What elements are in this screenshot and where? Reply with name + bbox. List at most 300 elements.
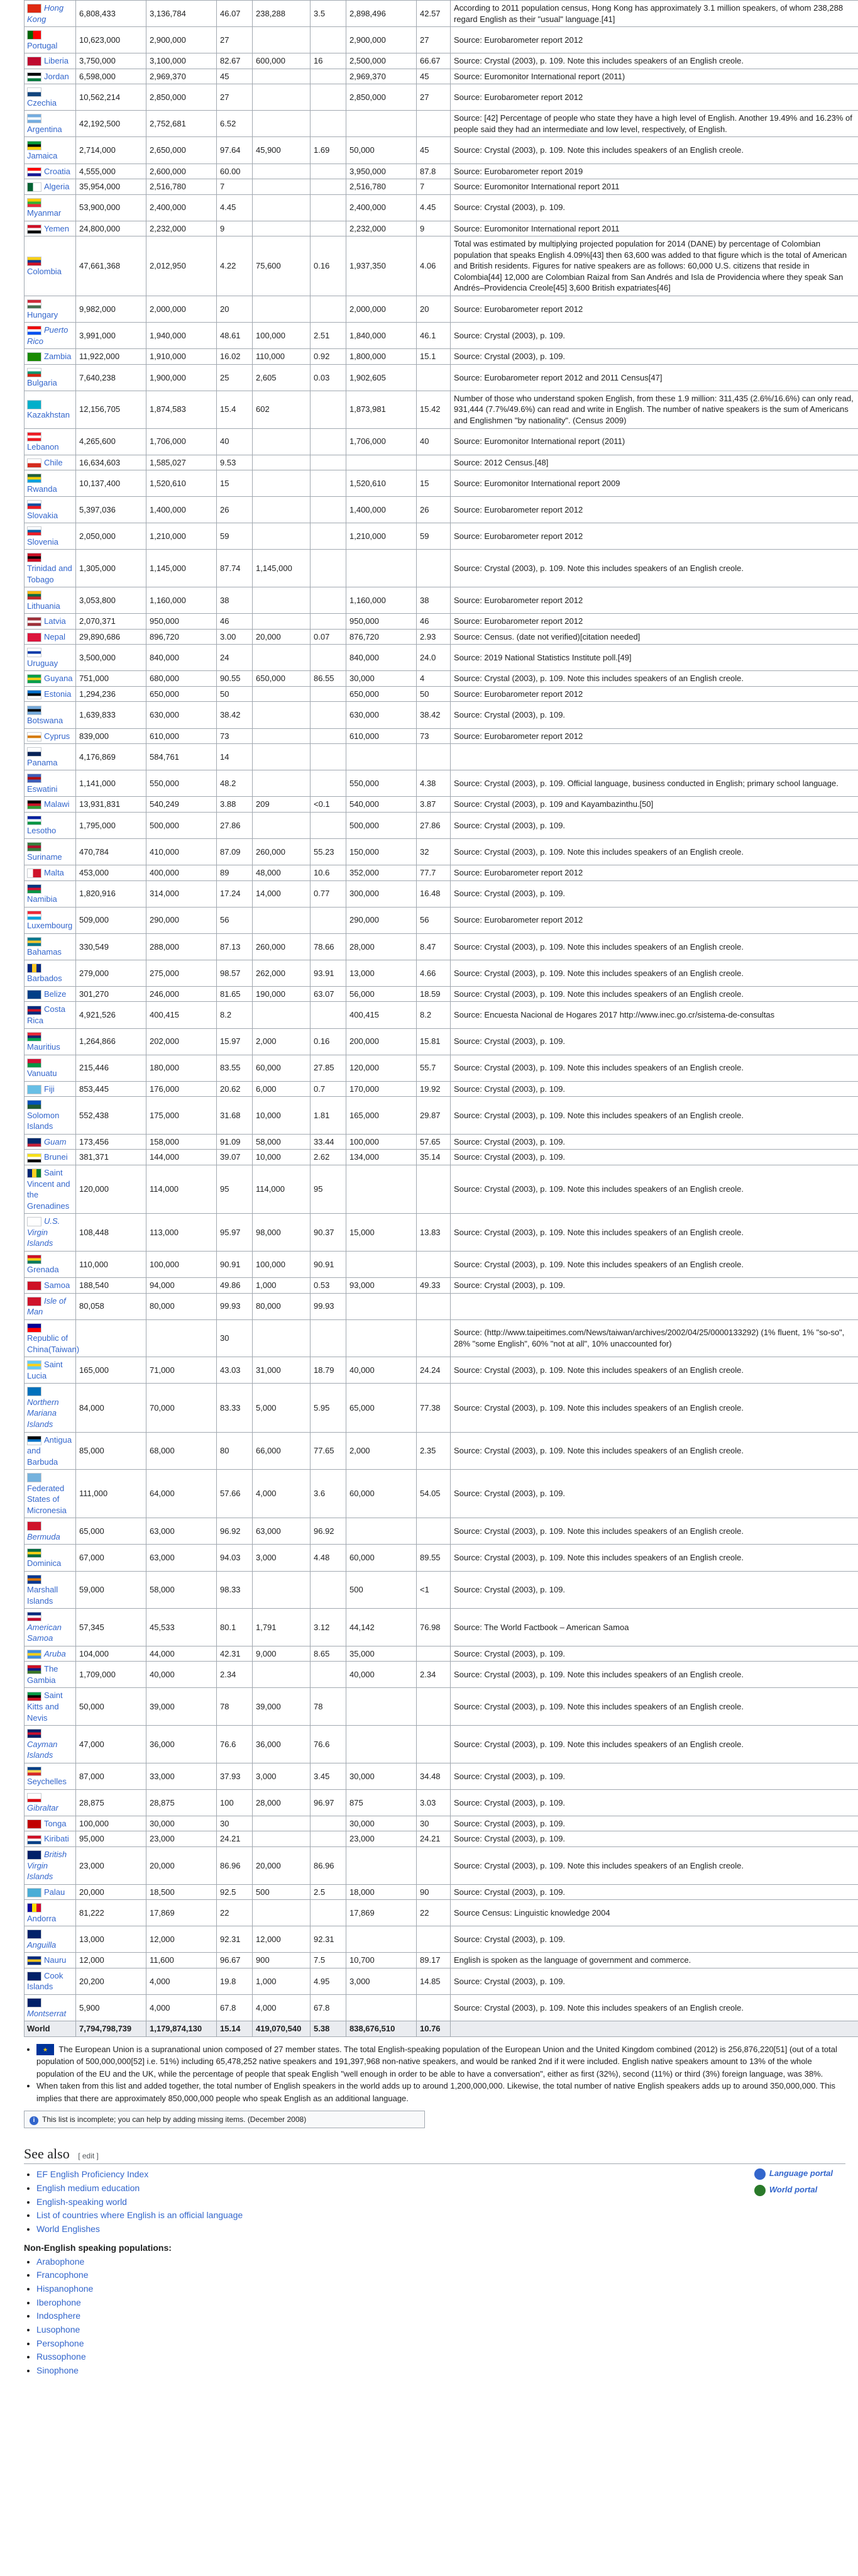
edit-link[interactable]: [ edit ] [78, 2151, 99, 2161]
country-cell [25, 1097, 76, 1135]
flag-icon [27, 706, 41, 715]
flag-icon [27, 500, 41, 509]
first-language-cell: 98,000 [253, 1214, 311, 1252]
total-speakers-cell: 500,000 [146, 812, 217, 838]
additional-language-cell [346, 1518, 417, 1545]
country-link[interactable]: Estonia [44, 689, 72, 699]
flag-icon [27, 911, 41, 920]
country-link[interactable]: Cook Islands [27, 1970, 63, 1992]
country-link[interactable]: Guam [44, 1136, 67, 1146]
flag-icon [27, 937, 41, 947]
total-speakers-cell: 70,000 [146, 1384, 217, 1432]
percent-first-cell [311, 296, 346, 323]
total-speakers-cell: 1,874,583 [146, 391, 217, 428]
nonenglish-item-link[interactable]: Russophone [36, 2351, 86, 2362]
country-link[interactable]: Colombia [27, 267, 62, 277]
country-link[interactable]: Antigua and Barbuda [27, 1435, 72, 1467]
population-cell: 1,294,236 [76, 686, 146, 702]
percent-cell: 98.33 [217, 1571, 253, 1609]
country-cell [25, 137, 76, 164]
percent-first-cell: 93.91 [311, 960, 346, 986]
table-row [25, 497, 858, 523]
percent-first-cell [311, 1662, 346, 1688]
total-speakers-cell: 180,000 [146, 1055, 217, 1081]
additional-language-cell: 30,000 [346, 1816, 417, 1831]
country-cell [25, 164, 76, 179]
nonenglish-item-link[interactable]: Sinophone [36, 2365, 79, 2376]
total-speakers-cell: 2,900,000 [146, 27, 217, 53]
percent-first-cell: 5.38 [311, 2021, 346, 2037]
country-link[interactable]: Kazakhstan [27, 410, 70, 420]
language-portal-icon [754, 2168, 766, 2180]
additional-language-cell: 352,000 [346, 865, 417, 881]
see-also-section [24, 2168, 845, 2378]
percent-additional-cell: 34.48 [417, 1763, 451, 1789]
country-link[interactable]: Bulgaria [27, 378, 57, 388]
flag-icon [27, 1575, 41, 1584]
flag-icon [27, 1729, 41, 1738]
country-link[interactable]: Montserrat [27, 2008, 67, 2018]
table-row [25, 1847, 858, 1885]
flag-icon [27, 1929, 41, 1939]
country-link[interactable]: Namibia [27, 894, 57, 904]
additional-language-cell: 610,000 [346, 728, 417, 744]
total-speakers-cell: 2,650,000 [146, 137, 217, 164]
country-link[interactable]: American Samoa [27, 1622, 62, 1643]
country-link[interactable]: Saint Vincent and the Grenadines [27, 1168, 70, 1211]
additional-language-cell: 17,869 [346, 1900, 417, 1926]
percent-additional-cell: 76.98 [417, 1609, 451, 1646]
comment-cell: Source: Crystal (2003), p. 109. [451, 1277, 858, 1293]
percent-additional-cell: 27 [417, 84, 451, 111]
country-link[interactable]: Saint Kitts and Nevis [27, 1690, 63, 1723]
country-link[interactable]: Andorra [27, 1913, 57, 1923]
country-link[interactable]: Hungary [27, 309, 58, 319]
table-row [25, 550, 858, 587]
country-cell [25, 629, 76, 645]
population-cell: 1,264,866 [76, 1028, 146, 1055]
total-speakers-cell: 58,000 [146, 1571, 217, 1609]
nonenglish-item-link[interactable]: Persophone [36, 2338, 84, 2348]
country-link[interactable]: Solomon Islands [27, 1110, 60, 1131]
table-row [25, 236, 858, 296]
country-link[interactable]: Guyana [44, 674, 73, 684]
country-link[interactable]: Barbados [27, 974, 62, 984]
table-row [25, 27, 858, 53]
percent-additional-cell: 15.42 [417, 391, 451, 428]
country-link[interactable]: Bermuda [27, 1531, 60, 1541]
country-link[interactable]: Myanmar [27, 208, 62, 218]
additional-language-cell: 3,000 [346, 1968, 417, 1994]
percent-additional-cell: 32 [417, 838, 451, 865]
population-cell: 12,156,705 [76, 391, 146, 428]
country-cell [25, 880, 76, 907]
percent-first-cell: 2.51 [311, 323, 346, 349]
percent-additional-cell: 59 [417, 523, 451, 550]
country-link[interactable]: Isle of Man [27, 1296, 66, 1317]
population-cell: 65,000 [76, 1518, 146, 1545]
flag-icon [27, 774, 41, 783]
country-link[interactable]: Dominica [27, 1558, 62, 1568]
additional-language-cell: 2,400,000 [346, 194, 417, 221]
flag-icon [27, 1972, 41, 1981]
table-row [25, 391, 858, 428]
percent-additional-cell [417, 1251, 451, 1277]
country-link[interactable]: Tonga [44, 1818, 67, 1828]
percent-cell: 27 [217, 27, 253, 53]
percent-additional-cell [417, 364, 451, 391]
speakers-table [24, 0, 858, 2037]
country-link[interactable]: Jordan [44, 71, 69, 81]
percent-additional-cell: 24.21 [417, 1831, 451, 1847]
country-link[interactable]: Chile [44, 457, 63, 467]
country-link[interactable]: Fiji [44, 1084, 55, 1094]
percent-additional-cell: 27 [417, 27, 451, 53]
population-cell: 108,448 [76, 1214, 146, 1252]
population-cell: 1,709,000 [76, 1662, 146, 1688]
additional-language-cell: 13,000 [346, 960, 417, 986]
population-cell: 1,639,833 [76, 702, 146, 728]
country-link[interactable]: Cyprus [44, 731, 70, 741]
population-cell: 6,808,433 [76, 1, 146, 27]
additional-language-cell: 40,000 [346, 1662, 417, 1688]
country-cell [25, 236, 76, 296]
flag-icon [27, 1281, 41, 1291]
country-link[interactable]: Malawi [44, 799, 70, 809]
country-link[interactable]: Nauru [44, 1955, 67, 1965]
first-language-cell [253, 523, 311, 550]
percent-cell: 82.67 [217, 53, 253, 69]
country-link[interactable]: British Virgin Islands [27, 1850, 67, 1882]
country-link[interactable]: Nepal [44, 631, 65, 641]
comment-cell: Source: Crystal (2003), p. 109. Note this includes speakers of an English creole. [451, 1251, 858, 1277]
percent-cell: 96.92 [217, 1518, 253, 1545]
country-link[interactable]: Portugal [27, 40, 58, 50]
first-language-cell: 80,000 [253, 1293, 311, 1319]
country-link[interactable]: Mauritius [27, 1042, 60, 1052]
language-portal-link[interactable]: Language portal [754, 2165, 833, 2182]
percent-additional-cell: 73 [417, 728, 451, 744]
portals-box [754, 2165, 833, 2198]
flag-icon [27, 1888, 41, 1897]
total-speakers-cell: 2,012,950 [146, 236, 217, 296]
first-language-cell [253, 1816, 311, 1831]
first-language-cell: 100,000 [253, 1251, 311, 1277]
percent-additional-cell: <1 [417, 1571, 451, 1609]
comment-cell: Source: Crystal (2003), p. 109. [451, 812, 858, 838]
percent-additional-cell: 38.42 [417, 702, 451, 728]
table-row [25, 671, 858, 687]
table-row [25, 194, 858, 221]
flag-icon [27, 326, 41, 335]
see-also-item-link[interactable]: English-speaking world [36, 2196, 127, 2207]
total-speakers-cell: 3,136,784 [146, 1, 217, 27]
country-link[interactable]: Slovakia [27, 510, 58, 520]
percent-cell: 6.52 [217, 111, 253, 137]
additional-language-cell: 630,000 [346, 702, 417, 728]
country-link[interactable]: Yemen [44, 223, 69, 233]
table-row [25, 1432, 858, 1470]
country-link[interactable]: Anguilla [27, 1940, 57, 1950]
country-link[interactable]: Rwanda [27, 484, 57, 494]
comment-cell: Source: Crystal (2003), p. 109. Note this includes speakers of an English creole. [451, 1165, 858, 1214]
percent-cell: 38 [217, 587, 253, 614]
total-speakers-cell: 113,000 [146, 1214, 217, 1252]
see-also-item-link[interactable]: EF English Proficiency Index [36, 2169, 149, 2180]
country-link[interactable]: Lesotho [27, 826, 57, 836]
percent-additional-cell [417, 455, 451, 470]
country-link[interactable]: Aruba [44, 1648, 66, 1658]
total-speakers-cell: 584,761 [146, 744, 217, 770]
population-cell: 10,623,000 [76, 27, 146, 53]
country-link[interactable]: The Gambia [27, 1664, 58, 1685]
flag-icon [27, 1819, 41, 1829]
table-row [25, 428, 858, 455]
percent-additional-cell: 15.81 [417, 1028, 451, 1055]
first-language-cell: 58,000 [253, 1134, 311, 1150]
flag-icon [27, 1665, 41, 1674]
percent-first-cell: 90.91 [311, 1251, 346, 1277]
percent-additional-cell [417, 1847, 451, 1885]
country-link[interactable]: Trinidad and Tobago [27, 563, 72, 584]
population-cell: 2,070,371 [76, 614, 146, 630]
percent-additional-cell: 45 [417, 69, 451, 84]
total-speakers-cell: 1,706,000 [146, 428, 217, 455]
table-row [25, 1926, 858, 1953]
additional-language-cell: 550,000 [346, 770, 417, 797]
country-link[interactable]: Latvia [44, 616, 66, 626]
country-cell [25, 1002, 76, 1028]
percent-additional-cell: 87.8 [417, 164, 451, 179]
first-language-cell [253, 27, 311, 53]
additional-language-cell: 44,142 [346, 1609, 417, 1646]
flag-icon [27, 1387, 41, 1396]
country-link[interactable]: Liberia [44, 56, 69, 66]
nonenglish-item-link[interactable]: Iberophone [36, 2297, 81, 2307]
population-cell: 3,053,800 [76, 587, 146, 614]
world-portal-link[interactable]: World portal [754, 2182, 833, 2198]
flag-icon [27, 1085, 41, 1094]
flag-icon [27, 1793, 41, 1802]
see-also-item-link[interactable]: List of countries where English is an official language [36, 2210, 243, 2221]
percent-first-cell [311, 1319, 346, 1357]
comment-cell: Source: Crystal (2003), p. 109. [451, 1646, 858, 1662]
additional-language-cell: 838,676,510 [346, 2021, 417, 2037]
country-cell [25, 69, 76, 84]
comment-cell: Source: Crystal (2003), p. 109. Note this includes speakers of an English creole. [451, 1214, 858, 1252]
percent-cell: 83.33 [217, 1384, 253, 1432]
country-link[interactable]: Seychelles [27, 1777, 67, 1787]
nonenglish-item-link[interactable]: Francophone [36, 2270, 89, 2280]
comment-cell: Source: Crystal (2003), p. 109 and Kayambazinthu.[50] [451, 797, 858, 813]
country-link[interactable]: Grenada [27, 1265, 59, 1275]
population-cell: 751,000 [76, 671, 146, 687]
additional-language-cell: 30,000 [346, 671, 417, 687]
total-speakers-cell: 18,500 [146, 1884, 217, 1900]
comment-cell: Source: Crystal (2003), p. 109. Note this includes speakers of an English creole. [451, 53, 858, 69]
country-link[interactable]: Palau [44, 1887, 65, 1897]
nonenglish-item-link[interactable]: Indosphere [36, 2311, 81, 2321]
country-link[interactable]: Marshall Islands [27, 1585, 58, 1606]
country-cell [25, 1251, 76, 1277]
additional-language-cell: 1,902,605 [346, 364, 417, 391]
country-link[interactable]: Gibraltar [27, 1803, 58, 1813]
first-language-cell [253, 194, 311, 221]
comment-cell: Source: Eurobarometer report 2012 [451, 587, 858, 614]
comment-cell: Source: Crystal (2003), p. 109. Note this includes speakers of an English creole. [451, 960, 858, 986]
total-speakers-cell: 540,249 [146, 797, 217, 813]
country-link[interactable]: Vanuatu [27, 1069, 57, 1079]
total-speakers-cell: 2,516,780 [146, 179, 217, 195]
country-link[interactable]: Republic of China(Taiwan) [27, 1333, 80, 1354]
country-link[interactable]: Saint Lucia [27, 1360, 63, 1380]
percent-first-cell: 27.85 [311, 1055, 346, 1081]
country-link[interactable]: Suriname [27, 852, 62, 862]
first-language-cell: 262,000 [253, 960, 311, 986]
country-cell [25, 1432, 76, 1470]
see-also-item-link[interactable]: English medium education [36, 2182, 140, 2193]
country-link[interactable]: Malta [44, 868, 64, 877]
first-language-cell: 6,000 [253, 1081, 311, 1097]
country-link[interactable]: Kiribati [44, 1834, 69, 1844]
first-language-cell: 60,000 [253, 1055, 311, 1081]
percent-additional-cell: 26 [417, 497, 451, 523]
country-cell [25, 1357, 76, 1384]
flag-icon [27, 1032, 41, 1041]
percent-first-cell [311, 550, 346, 587]
country-link[interactable]: Slovenia [27, 536, 58, 547]
additional-language-cell: 1,706,000 [346, 428, 417, 455]
nonenglish-item-link[interactable]: Lusophone [36, 2324, 80, 2335]
country-cell [25, 470, 76, 497]
nonenglish-item [36, 2323, 845, 2337]
country-link[interactable]: Federated States of Micronesia [27, 1483, 67, 1515]
total-speakers-cell: 550,000 [146, 770, 217, 797]
flag-icon [27, 1767, 41, 1776]
country-cell [25, 686, 76, 702]
flag-icon [27, 167, 41, 177]
country-link[interactable]: Zambia [44, 352, 72, 362]
population-cell: 16,634,603 [76, 455, 146, 470]
country-link[interactable]: Brunei [44, 1152, 68, 1162]
total-speakers-cell: 840,000 [146, 645, 217, 671]
flag-icon [27, 990, 41, 999]
country-link[interactable]: Croatia [44, 166, 70, 176]
country-link[interactable]: Luxembourg [27, 921, 73, 931]
population-cell: 839,000 [76, 728, 146, 744]
country-cell [25, 797, 76, 813]
first-language-cell: 10,000 [253, 1097, 311, 1135]
additional-language-cell: 100,000 [346, 1134, 417, 1150]
additional-language-cell: 1,800,000 [346, 349, 417, 365]
country-link[interactable]: Uruguay [27, 658, 58, 668]
country-link[interactable]: Hong Kong [27, 3, 64, 24]
country-link[interactable]: Cayman Islands [27, 1739, 58, 1760]
table-row [25, 1002, 858, 1028]
nonenglish-item-link[interactable]: Hispanophone [36, 2284, 94, 2294]
country-cell [25, 194, 76, 221]
additional-language-cell [346, 1847, 417, 1885]
country-link[interactable]: Costa Rica [27, 1004, 65, 1026]
country-link[interactable]: Lithuania [27, 601, 60, 611]
country-link[interactable]: Puerto Rico [27, 325, 69, 346]
additional-language-cell: 165,000 [346, 1097, 417, 1135]
percent-cell: 95 [217, 1165, 253, 1214]
first-language-cell [253, 702, 311, 728]
population-cell: 87,000 [76, 1763, 146, 1789]
percent-first-cell [311, 1816, 346, 1831]
see-also-item-link[interactable]: World Englishes [36, 2223, 100, 2234]
country-link[interactable]: Panama [27, 757, 58, 767]
first-language-cell: 260,000 [253, 933, 311, 960]
percent-first-cell [311, 1831, 346, 1847]
population-cell: 9,982,000 [76, 296, 146, 323]
country-cell [25, 1277, 76, 1293]
table-row [25, 1214, 858, 1252]
additional-language-cell: 150,000 [346, 838, 417, 865]
percent-first-cell: 55.23 [311, 838, 346, 865]
population-cell: 552,438 [76, 1097, 146, 1135]
country-link[interactable]: Belize [44, 989, 67, 999]
percent-additional-cell: 40 [417, 428, 451, 455]
first-language-cell: 1,000 [253, 1277, 311, 1293]
comment-cell: Source: Crystal (2003), p. 109. [451, 1816, 858, 1831]
additional-language-cell [346, 1995, 417, 2021]
table-row [25, 1293, 858, 1319]
country-link[interactable]: Argentina [27, 124, 62, 134]
nonenglish-item-link[interactable]: Arabophone [36, 2256, 85, 2267]
table-row [25, 179, 858, 195]
country-link[interactable]: Lebanon [27, 442, 59, 452]
comment-cell: Source: Crystal (2003), p. 109. Note this includes speakers of an English creole. [451, 1995, 858, 2021]
country-link[interactable]: Jamaica [27, 151, 58, 161]
table-row [25, 933, 858, 960]
additional-language-cell: 875 [346, 1789, 417, 1816]
percent-additional-cell: 90 [417, 1884, 451, 1900]
country-link[interactable]: Bahamas [27, 947, 62, 957]
flag-icon [27, 458, 41, 468]
country-link[interactable]: Samoa [44, 1280, 70, 1290]
comment-cell: Source: Crystal (2003), p. 109. [451, 1150, 858, 1165]
first-language-cell: 5,000 [253, 1384, 311, 1432]
percent-first-cell: 0.03 [311, 364, 346, 391]
country-link[interactable]: Czechia [27, 97, 57, 108]
country-link[interactable]: Algeria [44, 182, 70, 192]
population-cell: 2,714,000 [76, 137, 146, 164]
country-link[interactable]: U.S. Virgin Islands [27, 1216, 60, 1248]
country-link[interactable]: Botswana [27, 715, 63, 725]
flag-icon [27, 1521, 41, 1531]
country-link[interactable]: Eswatini [27, 784, 58, 794]
comment-cell: Source: Crystal (2003), p. 109. Note this includes speakers of an English creole. [451, 137, 858, 164]
additional-language-cell: 2,232,000 [346, 221, 417, 236]
percent-first-cell [311, 1571, 346, 1609]
percent-additional-cell: 66.67 [417, 53, 451, 69]
percent-cell: 38.42 [217, 702, 253, 728]
population-cell: 165,000 [76, 1357, 146, 1384]
comment-cell: Source: Crystal (2003), p. 109. Note this includes speakers of an English creole. [451, 1688, 858, 1726]
additional-language-cell: 300,000 [346, 880, 417, 907]
country-link[interactable]: Northern Mariana Islands [27, 1397, 59, 1429]
percent-cell: 97.64 [217, 137, 253, 164]
first-language-cell [253, 69, 311, 84]
total-speakers-cell: 158,000 [146, 1134, 217, 1150]
table-row [25, 614, 858, 630]
additional-language-cell: 93,000 [346, 1277, 417, 1293]
see-also-item [36, 2209, 845, 2223]
percent-cell: 16.02 [217, 349, 253, 365]
flag-icon [27, 732, 41, 741]
